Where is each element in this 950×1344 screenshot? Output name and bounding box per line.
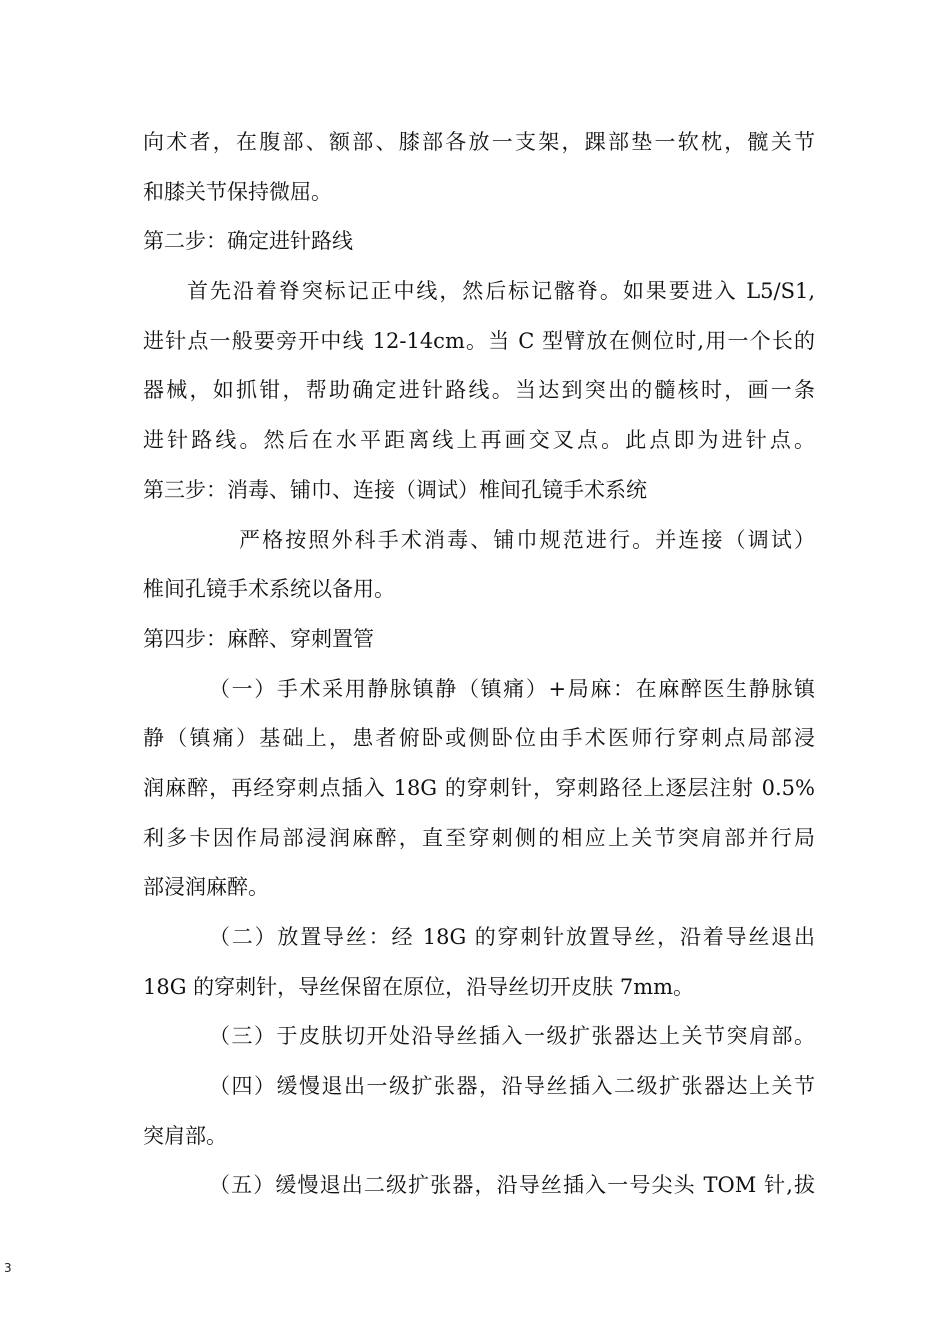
section-heading: 第四步：麻醉、穿刺置管 [143, 626, 374, 651]
text-line: （二）放置导丝：经 18G 的穿刺针放置导丝，沿着导丝退出 [209, 925, 815, 949]
text-line: （五）缓慢退出二级扩张器，沿导丝插入一号尖头 TOM 针,拔 [209, 1173, 815, 1198]
document-body [143, 118, 815, 1211]
section-heading: 第二步：确定进针路线 [143, 229, 353, 254]
text-line: 静（镇痛）基础上，患者俯卧或侧卧位由手术医师行穿刺点局部浸 [143, 726, 815, 751]
text-line: 18G 的穿刺针，导丝保留在原位，沿导丝切开皮肤 7mm。 [143, 974, 695, 999]
text-line: （四）缓慢退出一级扩张器，沿导丝插入二级扩张器达上关节 [209, 1074, 815, 1099]
text-line: 和膝关节保持微屈。 [143, 179, 332, 204]
text-line: 首先沿着脊突标记正中线，然后标记髂脊。如果要进入 L5/S1, [187, 279, 815, 304]
page-number: 3 [4, 1261, 12, 1275]
text-line: （三）于皮肤切开处沿导丝插入一级扩张器达上关节突肩部。 [209, 1024, 815, 1049]
text-line: 突肩部。 [143, 1123, 227, 1148]
text-line: 器械，如抓钳，帮助确定进针路线。当达到突出的髓核时，画一条 [143, 378, 815, 403]
text-line: （一）手术采用静脉镇静（镇痛）+局麻：在麻醉医生静脉镇 [209, 676, 815, 701]
text-line: 利多卡因作局部浸润麻醉，直至穿刺侧的相应上关节突肩部并行局 [143, 825, 815, 850]
text-line: 椎间孔镜手术系统以备用。 [143, 577, 395, 602]
text-line: 严格按照外科手术消毒、铺巾规范进行。并连接（调试） [239, 527, 815, 552]
section-heading: 第三步：消毒、铺巾、连接（调试）椎间孔镜手术系统 [143, 477, 647, 502]
text-line: 进针点一般要旁开中线 12-14cm。当 C 型臂放在侧位时,用一个长的 [143, 328, 815, 353]
text-line: 进针路线。然后在水平距离线上再画交叉点。此点即为进针点。 [143, 428, 815, 453]
text-line: 润麻醉，再经穿刺点插入 18G 的穿刺针，穿刺路径上逐层注射 0.5% [143, 775, 815, 800]
text-line: 部浸润麻醉。 [143, 875, 269, 900]
text-line: 向术者，在腹部、额部、膝部各放一支架，踝部垫一软枕，髋关节 [143, 130, 815, 154]
